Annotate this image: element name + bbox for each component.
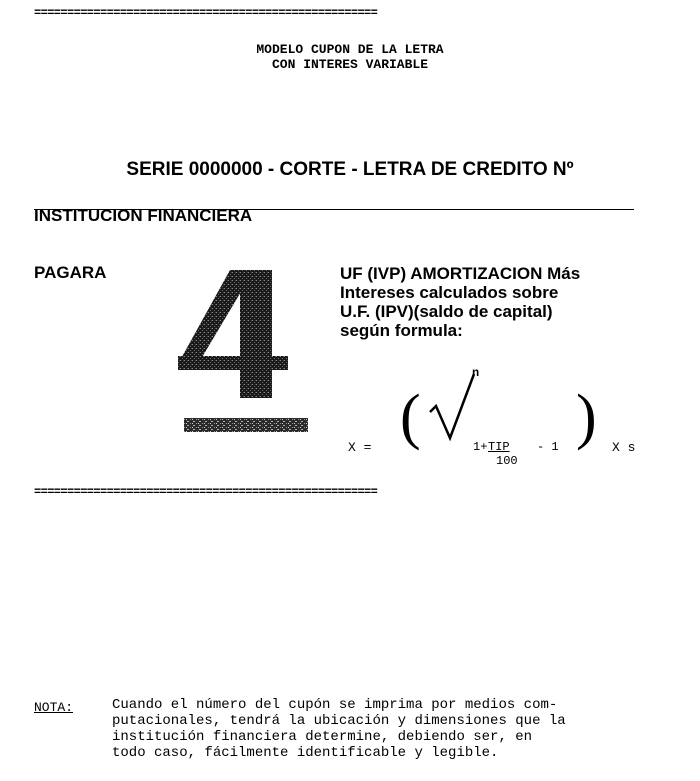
description-line-3: U.F. (IPV)(saldo de capital) — [340, 302, 553, 321]
formula-one-plus: 1+ — [473, 440, 488, 454]
description-line-1: UF (IVP) AMORTIZACION Más — [340, 264, 581, 283]
header-line-1: MODELO CUPON DE LA LETRA — [256, 42, 444, 57]
description-line-4: según formula: — [340, 321, 463, 340]
nota-line-3: institución financiera determine, debiendo ser, en — [112, 729, 533, 745]
nota-line-1: Cuando el número del cupón se imprima por medios com- — [112, 697, 558, 713]
nota-text — [112, 697, 652, 761]
top-rule: ==================================================== — [34, 6, 378, 20]
formula-rhs: X s — [612, 440, 636, 455]
formula-numerator: TIP — [488, 440, 510, 454]
description-line-2: Intereses calculados sobre — [340, 283, 559, 302]
header-line-2: CON INTERES VARIABLE — [271, 57, 429, 72]
root-index: n — [472, 366, 480, 380]
nota-line-4: todo caso, fácilmente identificable y legible. — [112, 745, 499, 761]
nota-label: NOTA: — [34, 700, 74, 715]
formula-lhs: X = — [348, 440, 372, 455]
formula-minus-one: - 1 — [537, 440, 559, 454]
serie-line: SERIE 0000000 - CORTE - LETRA DE CREDITO Nº — [126, 159, 574, 180]
formula-close-paren: ) — [576, 383, 597, 451]
formula-open-paren: ( — [400, 383, 421, 451]
amortization-description — [340, 264, 640, 340]
nota-line-2: putacionales, tendrá la ubicación y dimensiones que la — [112, 713, 566, 729]
bottom-rule: ==================================================== — [34, 485, 378, 499]
institution-label: INSTITUCION FINANCIERA — [34, 206, 253, 225]
pagara-label: PAGARA — [34, 263, 107, 282]
root-sign-icon — [428, 372, 476, 447]
big-number-graphic — [168, 252, 318, 442]
formula-denominator: 100 — [496, 454, 518, 468]
